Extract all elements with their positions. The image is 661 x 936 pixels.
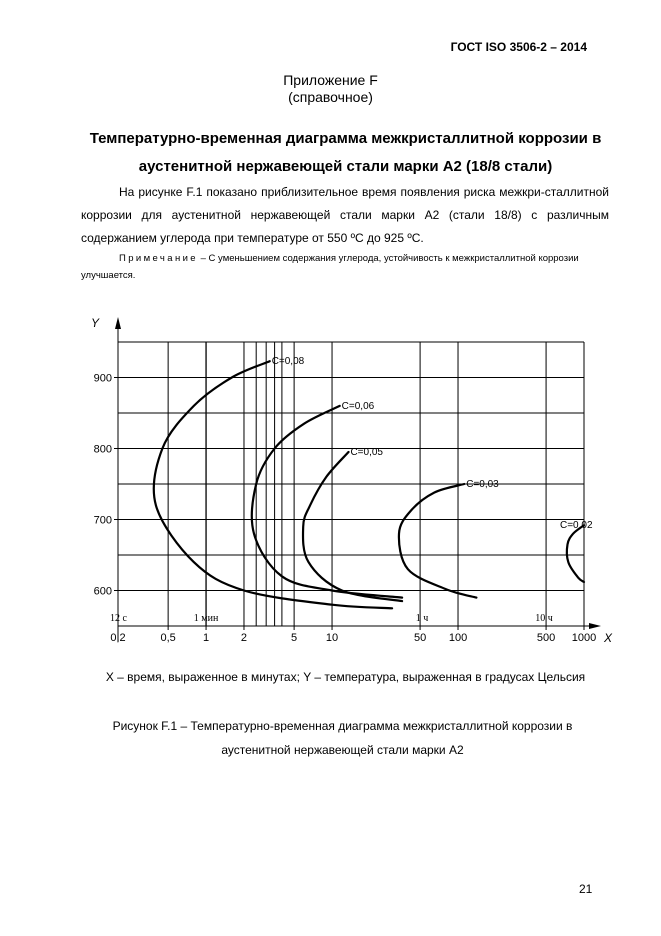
x-tick-label: 2 [240,632,248,644]
heading-line-2: аустенитной нержавеющей стали марки А2 (18/8 стали) [138,158,553,175]
annex-title-line: Приложение F [283,72,378,88]
note-label: Примечание [119,253,198,264]
page-number: 21 [579,882,593,896]
x-tick-label: 0,5 [160,632,176,644]
section-heading [70,125,621,181]
chart-axes [91,316,613,645]
body-paragraph: На рисунке F.1 показано приблизительное время появления риска межкри-сталлитной коррозии для аустенитной нержавеющей стали марки А2 (стали 18/8) с различным содержанием углерода при температуре от 550 ºC до 925 ºC. [81,185,609,245]
caption-line-2: аустенитной нержавеющей стали марки А2 [221,743,464,757]
x-tick-label: 500 [536,632,556,644]
time-markers [110,613,553,624]
y-tick-label: 800 [93,443,112,456]
heading-line-1: Температурно-временная диаграмма межкристаллитной коррозии в [89,130,602,147]
y-axis-arrow-icon [115,317,121,329]
time-marker-label: 1 ч [415,613,429,624]
x-tick-label: 0,2 [110,632,126,644]
series-curve [567,525,584,582]
temperature-time-chart [0,305,661,665]
time-marker-label: 10 ч [535,613,553,624]
x-tick-label: 50 [413,632,427,644]
chart-grid [118,342,584,626]
series-curve [303,452,402,601]
series-label: C=0,02 [560,520,593,532]
x-tick-label: 1000 [571,632,597,644]
caption-line-1: Рисунок F.1 – Температурно-временная диаграмма межкристаллитной коррозии в [112,719,573,733]
x-axis-label: X [604,631,613,645]
series-curve [399,484,476,598]
y-tick-label: 600 [93,585,112,598]
x-tick-label: 1 [202,632,210,644]
x-tick-label: 100 [448,632,468,644]
x-axis-arrow-icon [589,623,601,629]
note-text: – С уменьшением содержания углерода, устойчивость к межкристаллитной коррозии улучшается. [81,253,579,281]
x-tick-label: 5 [291,632,298,644]
y-tick-label: 700 [93,514,112,527]
series-label: C=0,06 [341,400,375,412]
note [81,250,611,284]
series-label: C=0,08 [271,356,305,368]
x-tick-label: 10 [325,632,339,644]
series-label: C=0,05 [350,447,383,459]
time-marker-label: 12 с [110,613,127,624]
series-curve [154,361,392,608]
time-marker-label: 1 мин [193,613,219,624]
series-label: C=0,03 [466,479,499,490]
y-axis-label: Y [91,316,100,330]
y-tick-label: 900 [93,372,112,385]
annex-title [0,72,661,106]
axis-legend: X – время, выраженное в минутах; Y – температура, выраженная в градусах Цельсия [105,670,586,684]
data-series [154,356,593,608]
annex-subtitle: (справочное) [288,89,373,105]
standard-designation: ГОСТ ISO 3506-2 – 2014 [450,40,587,54]
figure-caption [0,714,661,762]
